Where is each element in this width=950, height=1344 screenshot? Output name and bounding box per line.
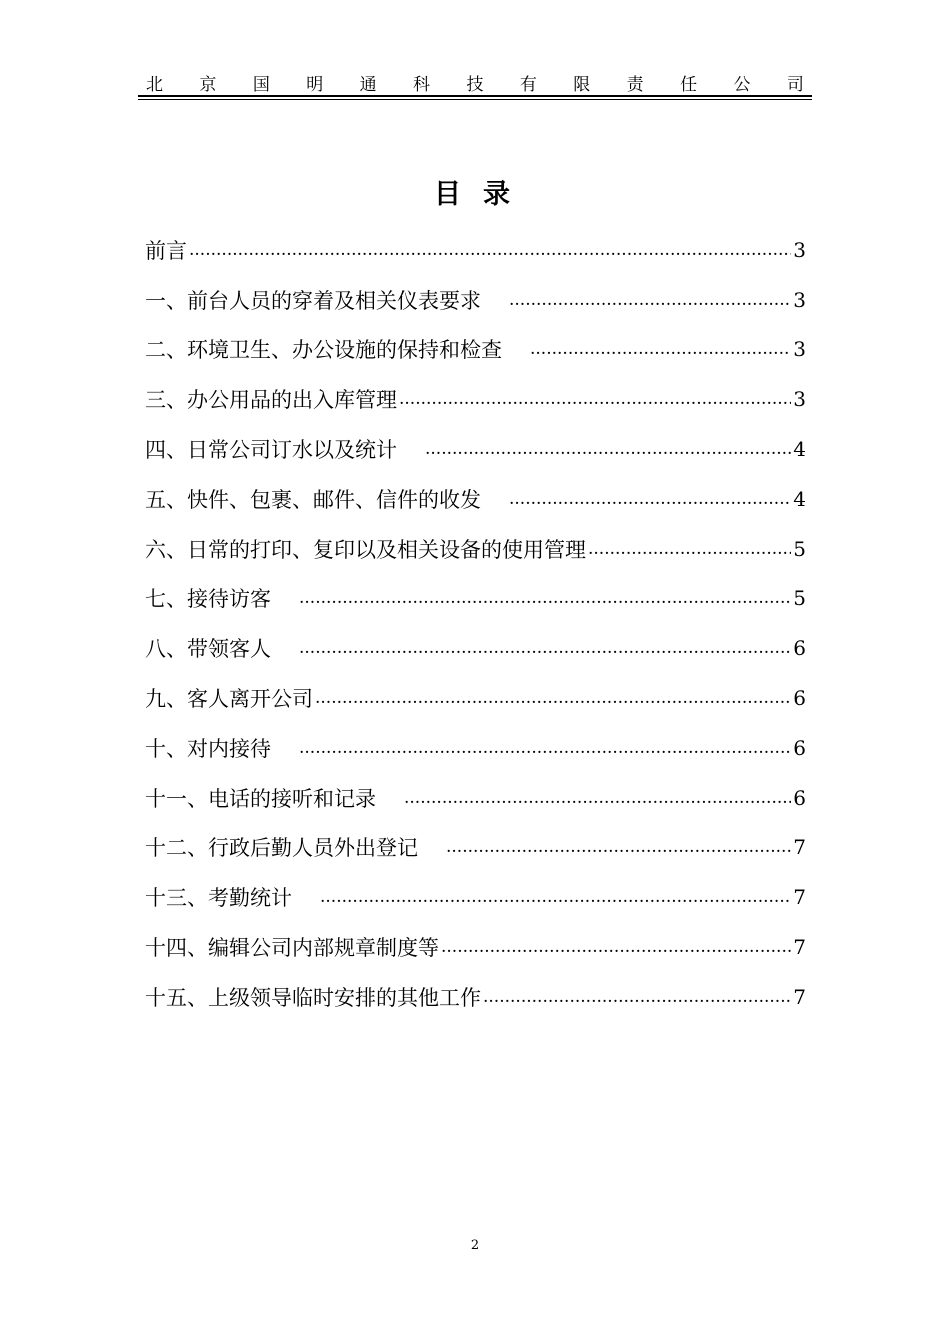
toc-entry-label: 四、日常公司订水以及统计: [145, 438, 397, 463]
dot-leader: [315, 684, 791, 712]
toc-entry-label: 六、日常的打印、复印以及相关设备的使用管理: [145, 537, 586, 562]
dot-leader: [446, 833, 791, 861]
toc-entry-page: 4: [793, 486, 806, 511]
toc-entry-page: 5: [793, 536, 806, 561]
toc-entry-label: 十二、行政后勤人员外出登记: [145, 836, 418, 861]
toc-entry-page: 3: [793, 387, 806, 412]
toc-entry[interactable]: [145, 823, 806, 873]
toc-entry[interactable]: [145, 723, 806, 773]
dot-leader: [299, 584, 791, 612]
header-char: 公: [733, 74, 751, 95]
header-char: 国: [252, 74, 270, 95]
dot-leader: [483, 983, 791, 1011]
toc-entry-label: 十三、考勤统计: [145, 886, 292, 911]
toc-entry-page: 4: [793, 437, 806, 462]
toc-list: [145, 225, 806, 1022]
dot-leader: [509, 286, 791, 314]
toc-entry-label: 十、对内接待: [145, 736, 271, 761]
toc-entry-page: 3: [793, 337, 806, 362]
toc-entry-label: 十一、电话的接听和记录: [145, 786, 376, 811]
toc-entry-page: 7: [793, 935, 806, 960]
toc-entry-page: 6: [793, 686, 806, 711]
header-char: 技: [466, 74, 484, 95]
running-header: [138, 68, 812, 96]
header-char: 明: [306, 74, 324, 95]
toc-entry[interactable]: [145, 922, 806, 972]
header-char: 通: [359, 74, 377, 95]
toc-entry[interactable]: [145, 972, 806, 1022]
dot-leader: [441, 933, 791, 961]
toc-entry[interactable]: [145, 325, 806, 375]
header-char: 任: [680, 74, 698, 95]
toc-entry-page: 5: [793, 586, 806, 611]
toc-entry-page: 3: [793, 287, 806, 312]
header-rule-thick: [138, 95, 812, 97]
toc-entry-label: 二、环境卫生、办公设施的保持和检查: [145, 338, 502, 363]
header-char: 有: [519, 74, 537, 95]
header-char: 北: [146, 74, 163, 95]
toc-entry[interactable]: [145, 374, 806, 424]
header-char: 科: [413, 74, 431, 95]
dot-leader: [588, 535, 791, 563]
toc-entry[interactable]: [145, 574, 806, 624]
toc-entry-page: 7: [793, 885, 806, 910]
dot-leader: [509, 485, 791, 513]
toc-entry-label: 九、客人离开公司: [145, 687, 313, 712]
toc-entry[interactable]: [145, 872, 806, 922]
toc-entry[interactable]: [145, 673, 806, 723]
toc-entry[interactable]: [145, 424, 806, 474]
dot-leader: [299, 734, 791, 762]
page-number: 2: [470, 1238, 480, 1253]
toc-entry-page: 7: [793, 835, 806, 860]
toc-entry-label: 五、快件、包裹、邮件、信件的收发: [145, 487, 481, 512]
header-char: 京: [199, 74, 217, 95]
header-char: 司: [786, 74, 804, 95]
dot-leader: [399, 385, 791, 413]
toc-entry[interactable]: [145, 623, 806, 673]
header-char: 责: [626, 74, 644, 95]
toc-title: 目录: [434, 179, 532, 210]
toc-entry-label: 一、前台人员的穿着及相关仪表要求: [145, 288, 481, 313]
dot-leader: [530, 335, 791, 363]
toc-entry[interactable]: [145, 524, 806, 574]
toc-entry-label: 十五、上级领导临时安排的其他工作: [145, 985, 481, 1010]
toc-entry-page: 6: [793, 735, 806, 760]
toc-entry[interactable]: [145, 225, 806, 275]
dot-leader: [425, 435, 791, 463]
toc-entry-page: 6: [793, 785, 806, 810]
toc-entry-page: 7: [793, 984, 806, 1009]
toc-entry[interactable]: [145, 474, 806, 524]
dot-leader: [404, 784, 791, 812]
toc-entry-label: 八、带领客人: [145, 637, 271, 662]
dot-leader: [320, 883, 791, 911]
toc-entry-page: 3: [793, 237, 806, 262]
toc-entry[interactable]: [145, 773, 806, 823]
toc-entry-label: 七、接待访客: [145, 587, 271, 612]
toc-entry[interactable]: [145, 275, 806, 325]
dot-leader: [299, 634, 791, 662]
toc-entry-label: 三、办公用品的出入库管理: [145, 388, 397, 413]
toc-entry-page: 6: [793, 636, 806, 661]
header-rule-thin: [138, 99, 812, 100]
toc-entry-label: 十四、编辑公司内部规章制度等: [145, 936, 439, 961]
header-char: 限: [573, 74, 591, 95]
toc-entry-label: 前言: [145, 238, 187, 263]
dot-leader: [189, 236, 791, 264]
